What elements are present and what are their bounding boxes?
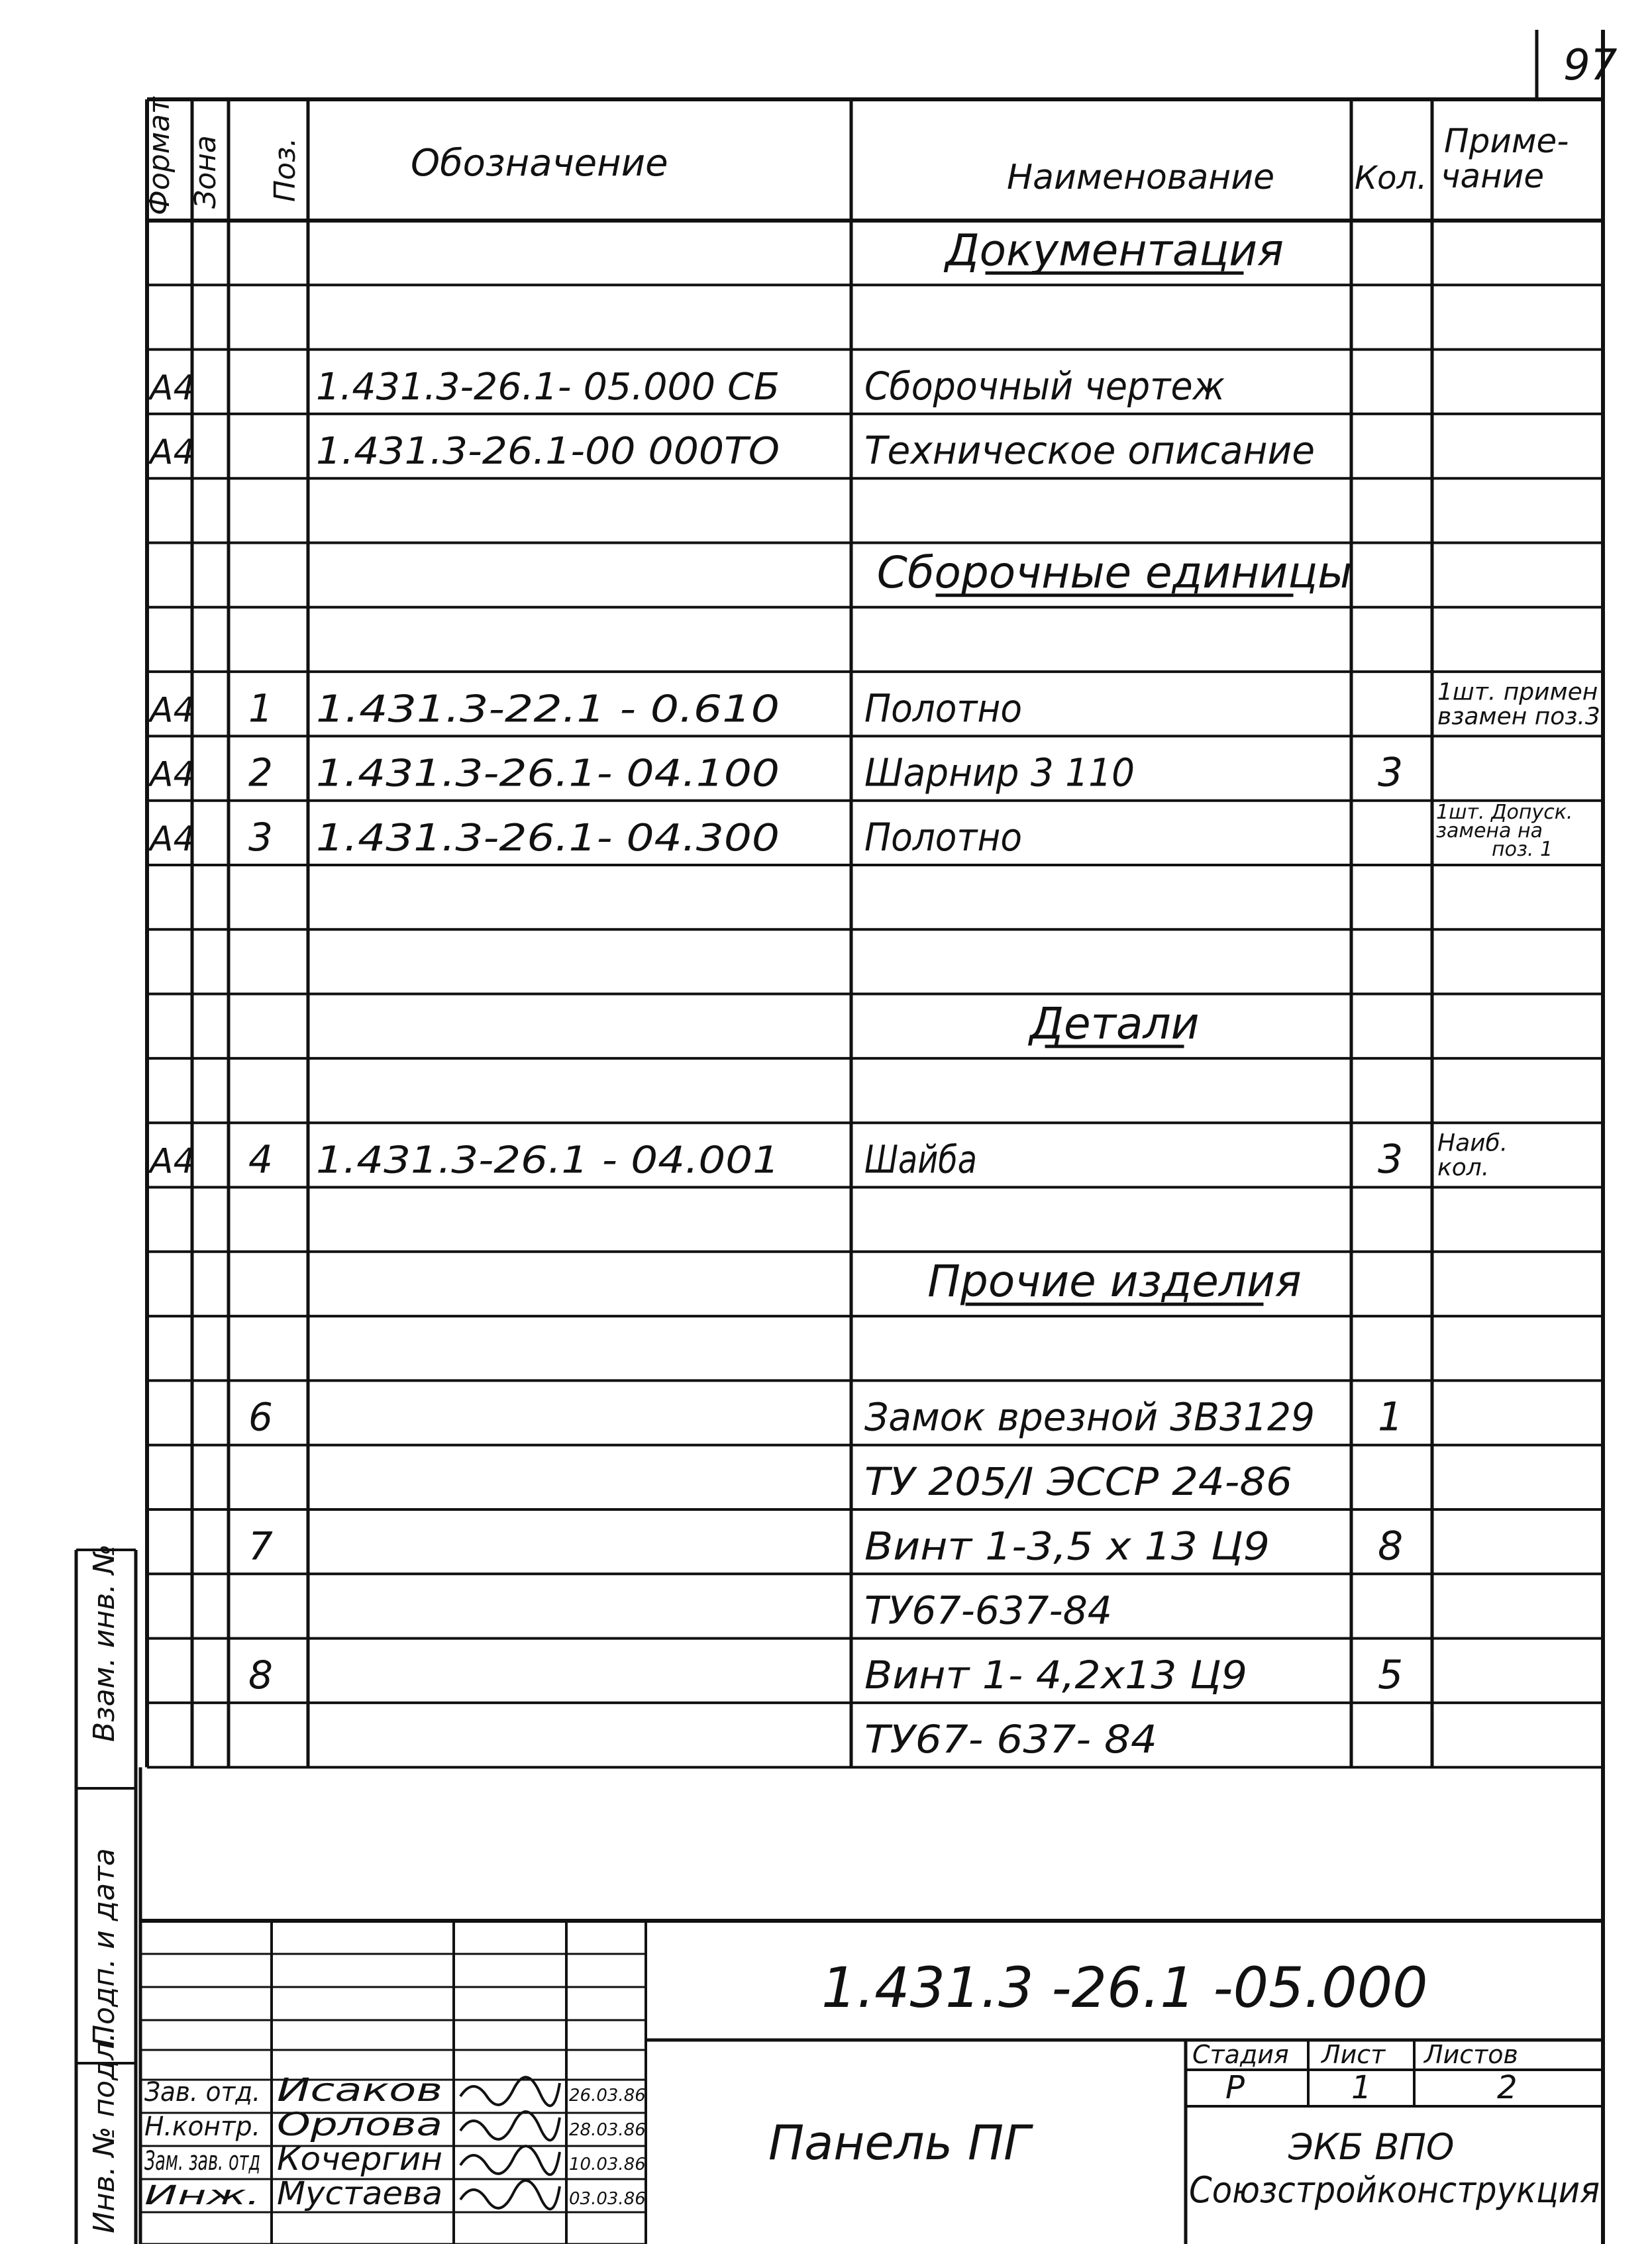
signature-mark: [460, 2180, 560, 2209]
signature-role: Зам. зав. отд: [144, 2146, 260, 2176]
row-qty: 5: [1378, 1651, 1404, 1698]
header-qty: Кол.: [1355, 160, 1427, 197]
row-note: Наиб.: [1437, 1129, 1508, 1157]
row-note: 1шт. примен: [1437, 678, 1598, 706]
row-note: кол.: [1437, 1154, 1490, 1182]
row-pos: 3: [248, 815, 273, 860]
row-designation: 1.431.3-26.1 - 04.001: [316, 1139, 780, 1182]
stage-label: Стадия: [1192, 2040, 1289, 2069]
row-designation: 1.431.3-26.1- 05.000 СБ: [316, 365, 780, 409]
row-note: 1шт. Допуск.: [1436, 801, 1573, 824]
row-note: поз. 1: [1492, 838, 1553, 861]
row-format: А4: [150, 368, 195, 408]
stage-value: Р: [1225, 2069, 1245, 2106]
row-qty: 3: [1378, 749, 1404, 796]
header-zone: Зона: [189, 135, 223, 209]
organization-line-1: ЭКБ ВПО: [1288, 2126, 1455, 2168]
signature-date: 28.03.86: [569, 2120, 646, 2140]
row-name: Винт 1-3,5 х 13 Ц9: [864, 1523, 1270, 1569]
document-number: 1.431.3 -26.1 -05.000: [821, 1955, 1428, 2020]
row-format: А4: [150, 1141, 195, 1182]
header-note-1: Приме-: [1444, 122, 1569, 160]
header-format: Формат: [142, 97, 176, 215]
row-name: Винт 1- 4,2х13 Ц9: [864, 1652, 1247, 1698]
row-pos: 6: [248, 1394, 273, 1440]
row-pos: 2: [248, 750, 273, 795]
signature-date: 03.03.86: [569, 2189, 646, 2209]
product-name: Панель ПГ: [768, 2115, 1031, 2170]
signature-mark: [460, 2146, 560, 2174]
header-name: Наименование: [1007, 158, 1275, 197]
row-format: А4: [150, 690, 195, 731]
signature-name: Орлова: [277, 2106, 442, 2143]
row-name: Полотно: [864, 815, 1022, 860]
section-heading: Документация: [945, 225, 1284, 276]
row-designation: 1.431.3-26.1- 04.100: [316, 752, 780, 795]
signature-role: Зав. отд.: [144, 2077, 260, 2108]
header-pos: Поз.: [268, 137, 302, 202]
side-label-vzam-inv: Взам. инв. №: [87, 1544, 121, 1742]
row-name: Замок врезной 3В3129: [864, 1394, 1315, 1440]
row-name: ТУ67-637-84: [864, 1588, 1112, 1633]
row-note: замена на: [1436, 819, 1543, 842]
row-designation: 1.431.3-26.1- 04.300: [316, 817, 780, 860]
signature-date: 26.03.86: [569, 2086, 646, 2106]
row-format: А4: [150, 819, 195, 859]
section-heading: Сборочные единицы: [876, 546, 1353, 598]
signature-date: 10.03.86: [569, 2155, 646, 2174]
sheets-label: Листов: [1424, 2040, 1518, 2069]
row-name: Сборочный чертеж: [864, 363, 1225, 409]
row-name: Шайба: [864, 1137, 977, 1182]
signature-role: Н.контр.: [144, 2112, 260, 2142]
row-designation: 1.431.3-22.1 - 0.610: [316, 688, 780, 731]
sheet-label: Лист: [1321, 2040, 1386, 2069]
organization-line-2: Союзстройконструкция: [1189, 2169, 1600, 2211]
header-designation: Обозначение: [411, 142, 668, 185]
signature-name: Мустаева: [277, 2175, 442, 2212]
sheet-value: 1: [1351, 2069, 1372, 2106]
row-name: Шарнир 3 110: [864, 750, 1135, 795]
row-pos: 4: [248, 1137, 273, 1182]
page-number: 97: [1563, 41, 1618, 90]
row-name: Полотно: [864, 686, 1022, 731]
row-qty: 1: [1378, 1394, 1404, 1441]
header-note-2: чание: [1441, 157, 1545, 195]
row-pos: 7: [248, 1523, 273, 1569]
section-heading: Прочие изделия: [927, 1256, 1302, 1307]
row-designation: 1.431.3-26.1-00 000ТО: [316, 430, 780, 474]
sheets-value: 2: [1497, 2069, 1518, 2106]
row-note: взамен поз.3: [1437, 703, 1600, 731]
row-name: ТУ67- 637- 84: [864, 1717, 1157, 1762]
row-qty: 3: [1378, 1136, 1404, 1183]
row-name: Техническое описание: [864, 428, 1315, 474]
signature-mark: [460, 2077, 560, 2106]
side-label-inv-podl: Инв. № подл.: [87, 2032, 121, 2233]
row-pos: 8: [248, 1652, 273, 1698]
row-pos: 1: [248, 686, 273, 731]
row-format: А4: [150, 433, 195, 473]
row-format: А4: [150, 754, 195, 795]
signature-name: Исаков: [277, 2072, 442, 2109]
section-heading: Детали: [1029, 997, 1200, 1049]
signature-mark: [460, 2112, 560, 2140]
signature-name: Кочергин: [277, 2141, 442, 2178]
side-label-podp-data: Подп. и дата: [87, 1848, 121, 2047]
row-name: ТУ 205/I ЭССР 24-86: [864, 1459, 1292, 1504]
signature-role: Инж.: [144, 2180, 260, 2211]
row-qty: 8: [1378, 1523, 1404, 1570]
